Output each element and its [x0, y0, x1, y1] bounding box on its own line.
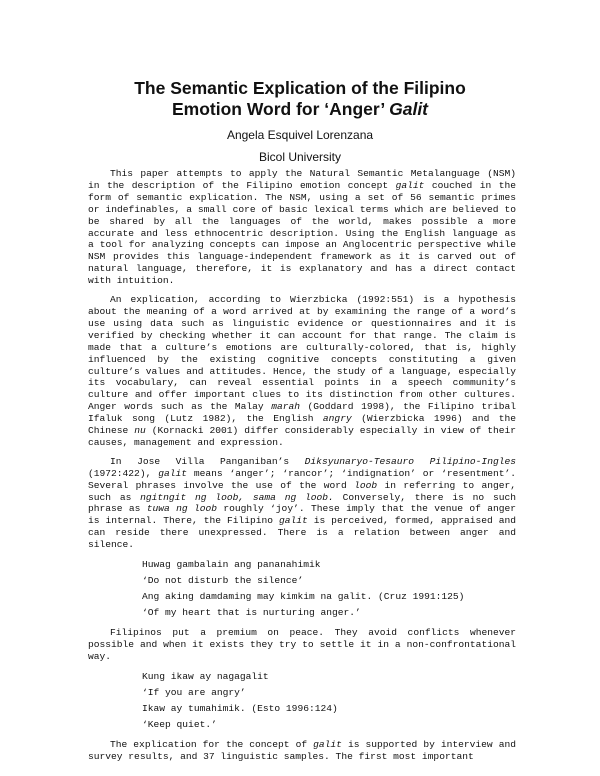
example-line: Huwag gambalain ang pananahimik — [142, 559, 321, 571]
text-run: is supported by interview and survey results, and 37 linguistic samples. The first most important — [88, 738, 516, 762]
paragraph-3 — [88, 456, 516, 551]
italic-term: galit — [395, 179, 425, 191]
example-line: Kung ikaw ay nagagalit — [142, 670, 269, 682]
italic-term: Diksyunaryo-Tesauro Pilipino-Ingles — [304, 455, 516, 467]
text-run: The explication for the concept of — [110, 738, 314, 750]
title-line-1: The Semantic Explication of the Filipino — [134, 78, 466, 98]
text-run: (Kornacki 2001) differ considerably especially in view of their causes, management and expression. — [88, 425, 516, 448]
italic-term: loob — [354, 479, 378, 491]
text-run: couched in the form of semantic explication. The NSM, using a set of 56 semantic primes or indefinables, a small core of basic lexical terms which are believed to be shared by all the languages of the world, makes possible a more accurate and less ethnocentric description. Using the English language as a tool for analyzing concepts can impose an Anglocentric perspective while NSM provides this language-independent framework as it is carved out of natural language, therefore, it is explanatory and has a direct contact with intuition. — [88, 179, 516, 287]
example-line: Ang aking damdaming may kimkim na galit. (Cruz 1991:125) — [142, 591, 465, 603]
author-name: Angela Esquivel Lorenzana — [226, 128, 374, 142]
text-run: An explication, according to Wierzbicka (1992:551) is a hypothesis about the meaning of a word arrived at by examining the range of a word’s use using data such as linguistic evidence or questionnaires and it is verified by checking whether it can account for that range. The claim is made that a culture’s emotions are culturally-colored, that is, highly influenced by the existing cognitive concepts constituting a given culture’s values and attitudes. Hence, the study of a language, especially its vocabulary, can reveal essential points in a speech community’s culture and offer important clues to its distinction from other cultures. Anger words such as the Malay — [88, 294, 516, 413]
italic-term: marah — [271, 401, 300, 413]
example-line: ‘Keep quiet.’ — [142, 718, 217, 730]
text-run: means ‘anger’; ‘rancor’; ‘indignation’ or ‘resentment’. Several phrases involve the use of the word — [88, 467, 516, 491]
text-run: in referring to anger, such as — [88, 479, 516, 503]
example-block-2 — [88, 670, 516, 732]
text-run: In Jose Villa Panganiban’s — [110, 455, 305, 467]
paper-body — [88, 168, 516, 770]
paragraph-5 — [88, 739, 516, 763]
italic-term: angry — [322, 413, 352, 425]
text-run: (1972:422), — [88, 467, 159, 479]
example-line: Ikaw ay tumahimik. (Esto 1996:124) — [142, 702, 338, 714]
example-line: ‘If you are angry’ — [142, 686, 246, 698]
title-italic-word: Galit — [389, 99, 429, 119]
text-run: (Wierzbicka 1996) and the Chinese — [88, 413, 516, 437]
italic-term: galit — [278, 515, 308, 527]
paper-title — [60, 78, 540, 120]
example-line: ‘Of my heart that is nurturing anger.’ — [142, 607, 361, 619]
text-run: (Goddard 1998), the Filipino tribal Ifaluk song (Lutz 1982), the English — [88, 401, 516, 425]
italic-term: tuwa ng loob — [146, 503, 218, 515]
text-run: Conversely, there is no such phrase as — [88, 491, 516, 515]
italic-term: ngitngit ng loob, sama ng loob. — [140, 491, 334, 503]
title-line-2: Emotion Word for ‘Anger’ — [171, 99, 390, 119]
italic-term: galit — [158, 467, 187, 479]
paragraph-1 — [88, 168, 516, 287]
italic-term: nu — [134, 425, 146, 437]
paragraph-4: Filipinos put a premium on peace. They avoid conflicts whenever possible and when it exists they try to settle it in a non-confrontational way. — [88, 627, 516, 662]
paragraph-2 — [88, 294, 516, 449]
author-affiliation: Bicol University — [258, 150, 342, 164]
italic-term: galit — [313, 738, 342, 750]
text-run: roughly ‘joy’. These imply that the venue of anger is internal. There, the Filipino — [88, 503, 516, 527]
example-line: ‘Do not disturb the silence’ — [142, 575, 304, 587]
text-run: is perceived, formed, appraised and can reside there unexpressed. There is a relation between anger and silence. — [88, 515, 516, 551]
example-block-1 — [88, 558, 516, 620]
text-run: This paper attempts to apply the Natural Semantic Metalanguage (NSM) in the description of the Filipino emotion concept — [88, 168, 516, 191]
